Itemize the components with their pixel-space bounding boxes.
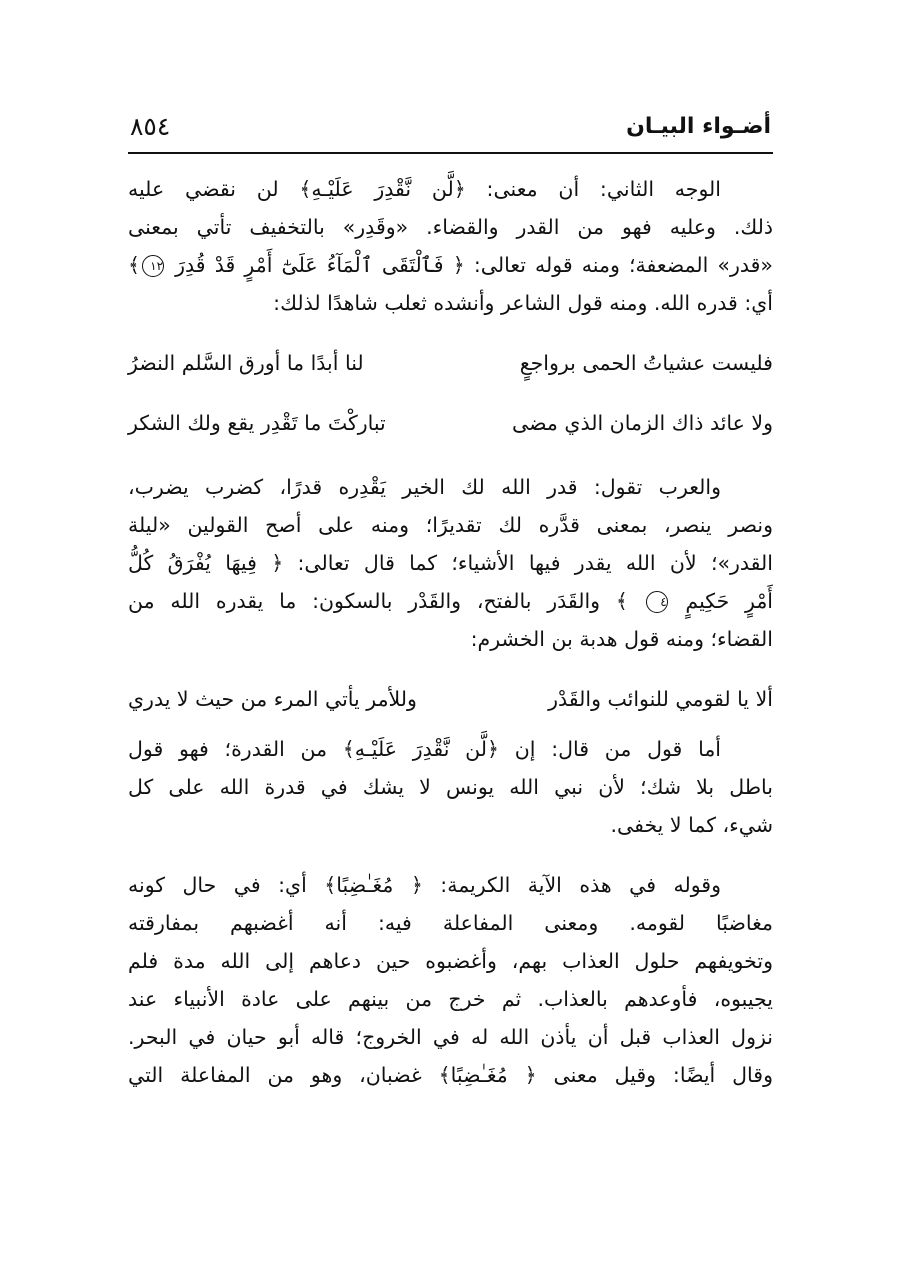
text-segment: ﴾ والقَدَر بالفتح، والقَدْر بالسكون: ما يقدره الله من — [128, 589, 628, 613]
text-line: أي: قدره الله. ومنه قول الشاعر وأنشده ثعلب شاهدًا لذلك: — [273, 291, 773, 315]
ayah-number-marker: ١٢ — [142, 255, 164, 277]
text-line — [128, 582, 773, 620]
quran-bracket: ﴾ — [128, 253, 141, 277]
text-line: الوجه الثاني: أن معنى: ﴿لَّن نَّقْدِرَ عَلَيْـهِ﴾ لن نقضي عليه — [128, 177, 721, 201]
text-line: مغاضبًا لقومه. ومعنى المفاعلة فيه: أنه أغضبهم بمفارقته — [128, 911, 773, 935]
page-body — [128, 170, 773, 1094]
text-line: وتخويفهم حلول العذاب بهم، وأغضبوه حين دعاهم إلى الله مدة فلم — [128, 949, 773, 973]
text-line: شيء، كما لا يخفى. — [610, 813, 773, 837]
paragraph-2 — [128, 468, 773, 658]
page-number: ٨٥٤ — [130, 112, 171, 141]
page-header — [128, 112, 773, 154]
text-line: القدر»؛ لأن الله يقدر فيها الأشياء؛ كما قال تعالى: ﴿ فِيهَا يُفْرَقُ كُلُّ — [128, 551, 773, 575]
text-line: ذلك. وعليه فهو من القدر والقضاء. «وقَدِر» بالتخفيف تأتي بمعنى — [128, 215, 773, 239]
text-line: وقال أيضًا: وقيل معنى ﴿ مُغَـٰضِبًا﴾ غضبان، وهو من المفاعلة التي — [128, 1063, 773, 1087]
verse-second-hemistich: لنا أبدًا ما أورق السَّلم النضرُ — [128, 351, 364, 375]
quran-text: أَمْرٍ حَكِيمٍ — [685, 589, 773, 613]
poem-verse — [128, 676, 773, 722]
verse-second-hemistich: وللأمر يأتي المرء من حيث لا يدري — [128, 687, 417, 711]
text-line: وقوله في هذه الآية الكريمة: ﴿ مُغَـٰضِبًا﴾ أي: في حال كونه — [128, 873, 721, 897]
poem-2 — [128, 676, 773, 722]
text-line: القضاء؛ ومنه قول هدبة بن الخشرم: — [470, 627, 773, 651]
verse-first-hemistich: ألا يا لقومي للنوائب والقَدْر — [548, 687, 773, 711]
poem-verse — [128, 340, 773, 386]
text-line: نزول العذاب قبل أن يأذن الله له في الخروج؛ قاله أبو حيان في البحر. — [128, 1025, 773, 1049]
poem-1 — [128, 340, 773, 446]
text-line: ونصر ينصر، بمعنى قدَّره لك تقديرًا؛ ومنه على أصح القولين «ليلة — [128, 513, 773, 537]
ayah-number-marker: ٤ — [646, 591, 668, 613]
paragraph-4 — [128, 866, 773, 1094]
poem-verse — [128, 400, 773, 446]
text-line: والعرب تقول: قدر الله لك الخير يَقْدِره قدرًا، كضرب يضرب، — [128, 475, 721, 499]
running-title: أضـواء البيـان — [626, 114, 771, 139]
book-page — [128, 0, 773, 1271]
verse-first-hemistich: ولا عائد ذاك الزمان الذي مضى — [512, 411, 773, 435]
text-line: يجيبوه، فأوعدهم بالعذاب. ثم خرج من بينهم على عادة الأنبياء عند — [128, 987, 773, 1011]
verse-second-hemistich: تباركْتَ ما تَقْدِر يقع ولك الشكر — [128, 411, 386, 435]
text-line: باطل بلا شك؛ لأن نبي الله يونس لا يشك في قدرة الله على كل — [128, 775, 773, 799]
text-line: أما قول من قال: إن ﴿لَّن نَّقْدِرَ عَلَيْـهِ﴾ من القدرة؛ فهو قول — [128, 737, 721, 761]
paragraph-3 — [128, 730, 773, 844]
verse-first-hemistich: فليست عشياتُ الحمى برواجعٍ — [519, 351, 773, 375]
text-segment: «قدر» المضعفة؛ ومنه قوله تعالى: ﴿ فَٱلْتَقَى ٱلْمَآءُ عَلَىٰٓ أَمْرٍ قَدْ قُدِرَ — [175, 253, 773, 277]
text-line — [128, 246, 773, 284]
paragraph-1 — [128, 170, 773, 322]
